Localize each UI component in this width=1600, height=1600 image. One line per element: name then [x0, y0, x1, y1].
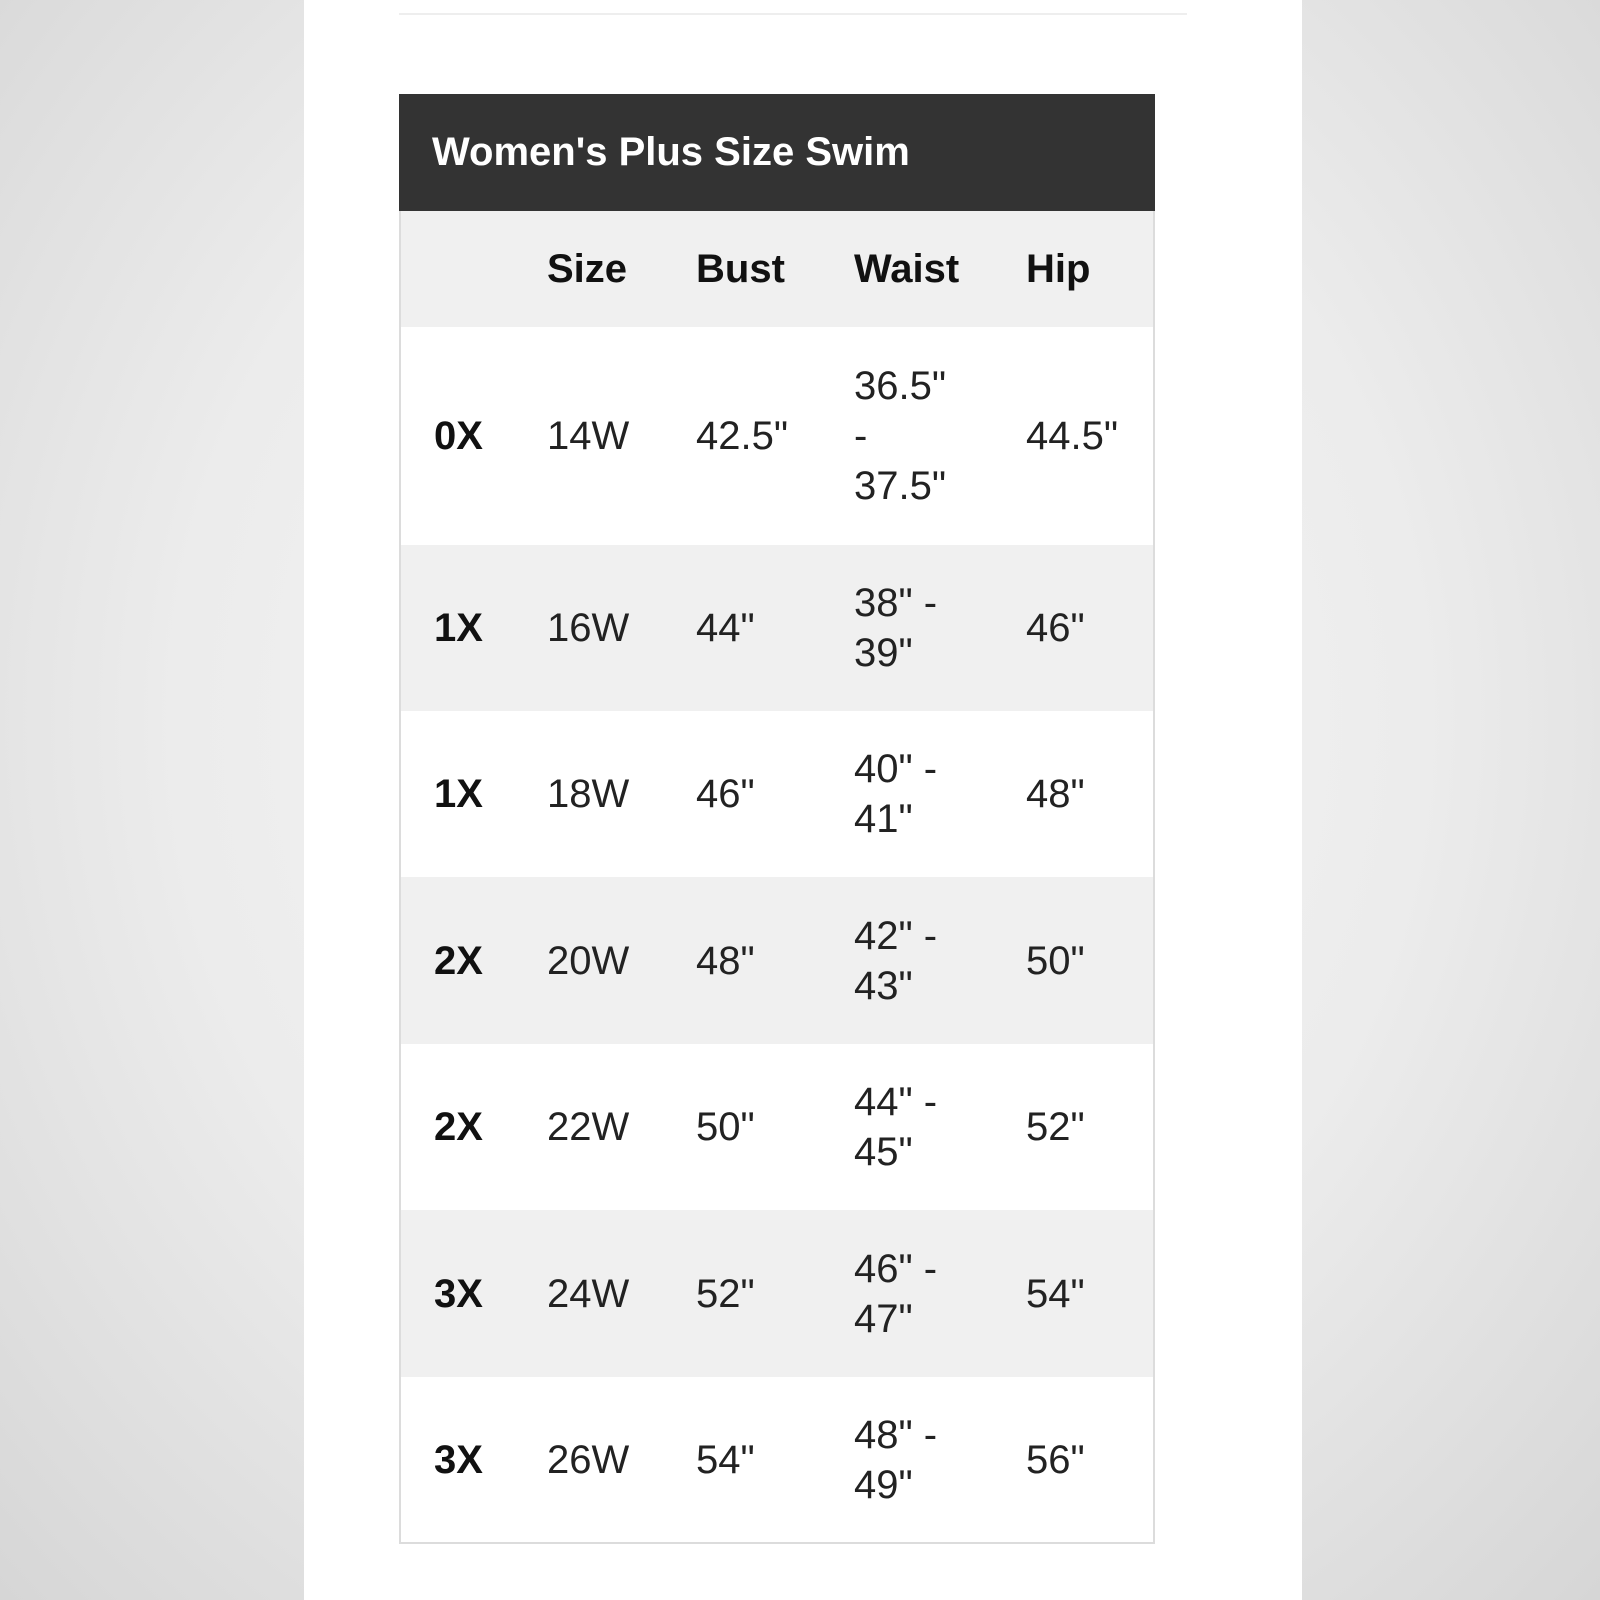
table-row — [401, 327, 1153, 545]
waist-line: - — [854, 414, 868, 458]
waist-line: 47" — [854, 1296, 913, 1341]
waist-value — [854, 1077, 1026, 1177]
header-size: Size — [547, 246, 628, 291]
content-panel — [304, 0, 1302, 1600]
bust-value: 50" — [696, 1105, 755, 1149]
table-header-row — [401, 211, 1153, 327]
size-value: 20W — [547, 938, 630, 983]
waist-line: 48" - — [854, 1412, 938, 1457]
plus-size-label: 3X — [434, 1271, 483, 1316]
bust-value: 48" — [696, 938, 755, 983]
bust-value: 46" — [696, 772, 755, 816]
size-value: 24W — [547, 1271, 630, 1316]
plus-size-label: 1X — [434, 772, 483, 816]
waist-value — [854, 1244, 1026, 1344]
header-waist: Waist — [854, 246, 960, 291]
size-value: 16W — [547, 606, 630, 650]
hip-value: 44.5" — [1026, 414, 1119, 458]
table-row — [401, 1044, 1153, 1210]
waist-line: 45" — [854, 1130, 913, 1174]
bust-value: 42.5" — [696, 414, 789, 458]
size-value: 22W — [547, 1105, 630, 1149]
hip-value: 50" — [1026, 938, 1085, 983]
plus-size-label: 0X — [434, 414, 483, 458]
plus-size-label: 2X — [434, 938, 483, 983]
plus-size-label: 2X — [434, 1105, 483, 1149]
waist-line: 43" — [854, 963, 913, 1008]
waist-line: 39" — [854, 631, 913, 675]
plus-size-label: 3X — [434, 1437, 483, 1482]
hip-value: 52" — [1026, 1105, 1085, 1149]
waist-line: 44" - — [854, 1080, 938, 1124]
table-body — [401, 327, 1153, 1542]
waist-value — [854, 361, 1026, 511]
size-chart-table — [399, 94, 1155, 1544]
waist-line: 46" - — [854, 1246, 938, 1291]
waist-value — [854, 578, 1026, 678]
plus-size-label: 1X — [434, 606, 483, 650]
size-value: 26W — [547, 1437, 630, 1482]
table-title: Women's Plus Size Swim — [399, 94, 1155, 211]
waist-line: 41" — [854, 797, 913, 841]
table-row — [401, 545, 1153, 711]
size-value: 14W — [547, 414, 630, 458]
table-row — [401, 711, 1153, 877]
divider — [399, 13, 1187, 15]
waist-line: 36.5" — [854, 364, 947, 408]
waist-value — [854, 911, 1026, 1011]
waist-line: 40" - — [854, 747, 938, 791]
table-row — [401, 1210, 1153, 1377]
waist-line: 38" - — [854, 581, 938, 625]
waist-value — [854, 744, 1026, 844]
table-row — [401, 877, 1153, 1044]
bust-value: 54" — [696, 1437, 755, 1482]
hip-value: 46" — [1026, 606, 1085, 650]
header-hip: Hip — [1026, 246, 1091, 291]
waist-value — [854, 1410, 1026, 1510]
hip-value: 48" — [1026, 772, 1085, 816]
header-bust: Bust — [696, 246, 785, 291]
hip-value: 54" — [1026, 1271, 1085, 1316]
size-value: 18W — [547, 772, 630, 816]
waist-line: 49" — [854, 1462, 913, 1507]
bust-value: 52" — [696, 1271, 755, 1316]
hip-value: 56" — [1026, 1437, 1085, 1482]
bust-value: 44" — [696, 606, 755, 650]
table-row — [401, 1377, 1153, 1542]
waist-line: 37.5" — [854, 464, 947, 508]
waist-line: 42" - — [854, 913, 938, 958]
